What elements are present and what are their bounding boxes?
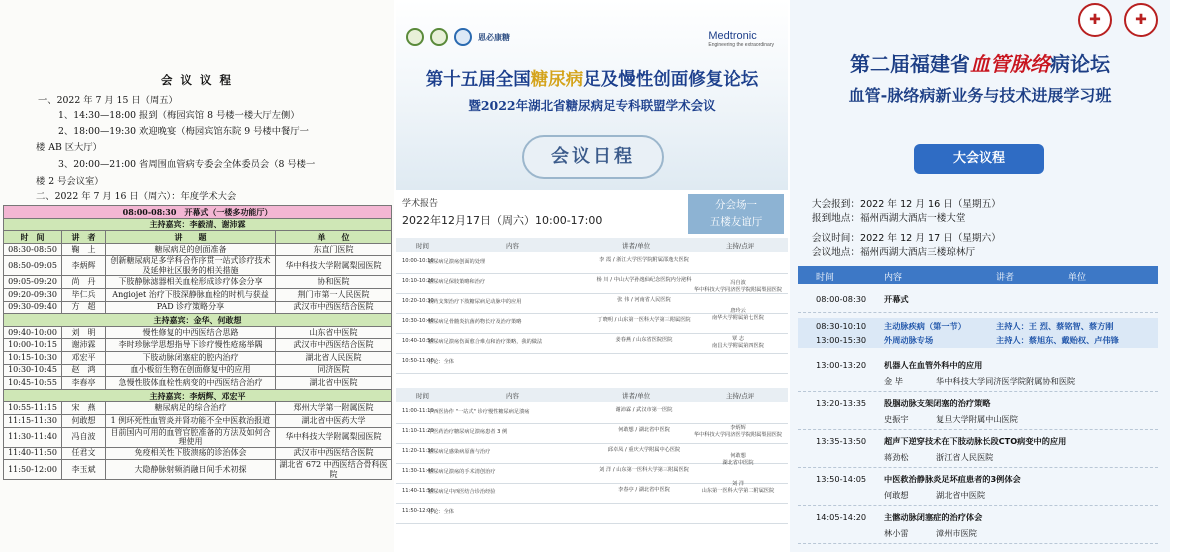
table-row	[4, 276, 392, 289]
row-speaker: 鞠 上	[62, 243, 106, 256]
col-unit: 单 位	[276, 231, 392, 244]
row-topic: 主髂动脉闭塞症的治疗体会	[884, 512, 983, 522]
col-speaker: 讲者	[996, 273, 1015, 283]
row-time: 11:30-11:40	[402, 468, 434, 474]
table-row	[4, 243, 392, 256]
table-header	[396, 388, 788, 402]
row-topic: 1 例环死性血管炎并肾功能不全中医救治报道	[106, 414, 276, 427]
row-time: 13:50-14:05	[816, 474, 867, 484]
organizer-logo-icon	[454, 28, 472, 46]
row-unit: 浙江省人民医院	[936, 452, 994, 462]
row-time: 10:45-10:55	[4, 377, 62, 390]
row-topic: 李时珍脉学思想指导下诊疗慢性疮疡举隅	[106, 339, 276, 352]
row-speaker: 谢沛霖	[62, 339, 106, 352]
table-row	[4, 288, 392, 301]
agenda-pill: 大会议程	[914, 144, 1044, 174]
host-column	[692, 425, 784, 495]
agenda-panel-hubei-july	[0, 0, 394, 552]
row-time: 09:20-09:30	[4, 288, 62, 301]
agenda-panel-fujian	[790, 0, 1170, 552]
table-row	[4, 402, 392, 415]
host-unit: 山东第一医科大学第二附属医院	[701, 488, 775, 494]
agenda-line: 二、2022 年 7 月 16 日（周六）：年度学术大会	[36, 191, 237, 202]
host-unit: 南昌大学附属第四医院	[712, 343, 764, 349]
row-time: 10:50-11:00	[402, 358, 434, 364]
divider	[798, 505, 1158, 506]
session-label: 学术报告	[402, 199, 439, 209]
opening-row: 08:00-08:30 开幕式（一楼多功能厅）	[4, 206, 392, 219]
row-topic: 血小板衍生物在创面修复中的应用	[106, 364, 276, 377]
row-content: 糖尿病足中西医结合诊治经验	[428, 489, 496, 495]
row-unit: 武汉市中西医结合医院	[276, 301, 392, 314]
row-content: 讨论：全体	[428, 359, 454, 365]
row-time: 13:00-13:20	[816, 360, 867, 370]
row-unit: 复旦大学附属中山医院	[936, 414, 1018, 424]
host-column	[692, 280, 784, 350]
row-time: 11:30-11:40	[4, 427, 62, 447]
title-part: 病论坛	[1050, 52, 1110, 76]
row-speaker: 林小雷	[884, 528, 909, 538]
row-speaker: 刘 明	[62, 326, 106, 339]
row-topic: 机器人在血管外科中的应用	[884, 360, 983, 370]
host-row: 主持嘉宾：金华、何敢想	[4, 314, 392, 327]
row-speaker: 何敢想 / 湖北省中医院	[618, 427, 670, 433]
divider	[798, 429, 1158, 430]
row-time: 11:50-12:00	[4, 460, 62, 480]
row-speaker: 方 超	[62, 301, 106, 314]
row-topic: 糖尿病足的综合治疗	[106, 402, 276, 415]
table-row	[396, 504, 788, 524]
row-speaker: 何敢想	[62, 414, 106, 427]
row-speaker: 邓宏平	[62, 351, 106, 364]
table-header	[396, 238, 788, 252]
row-speaker: 冯自波	[62, 427, 106, 447]
row-time: 09:40-10:00	[4, 326, 62, 339]
row-speaker: 姜春燕 / 山东省医院医院	[615, 337, 673, 343]
row-speaker: 赵 鸿	[62, 364, 106, 377]
host-name: 唐玲云	[730, 308, 746, 314]
row-time: 10:00-10:15	[4, 339, 62, 352]
forum-subtitle: 暨2022年湖北省糖尿病足专科联盟学术会议	[468, 98, 716, 113]
info-line: 会议地点：福州西湖大酒店三楼琼林厅	[812, 247, 976, 258]
title-part: 足及慢性创面修复论坛	[583, 70, 759, 90]
host-name: 李炳辉	[730, 425, 746, 431]
info-line: 大会报到：2022 年 12 月 16 日（星期五）	[812, 199, 1001, 210]
venue-line: 五楼友谊厅	[709, 216, 763, 228]
row-time: 11:40-11:50	[402, 488, 434, 494]
host-name: 何敢想	[730, 453, 746, 459]
row-time: 08:50-09:05	[4, 256, 62, 276]
row-time: 10:15-10:30	[4, 351, 62, 364]
row-unit: 湖北省中医药大学	[276, 414, 392, 427]
table-row	[4, 339, 392, 352]
table-row	[4, 301, 392, 314]
row-speaker: 邱卓凤 / 重庆大学附属中心医院	[607, 447, 681, 453]
row-content: 中医药治疗糖尿病足溃疡患者 3 例	[428, 429, 508, 435]
row-topic: 大隐静脉射频消融日间手术初探	[106, 460, 276, 480]
session-date: 2022年12月17日（周六）10:00-17:00	[402, 214, 603, 227]
row-label: 主动脉疾病（第一节）	[884, 321, 966, 331]
row-unit: 湖北省中医院	[936, 490, 986, 500]
agenda-line: 3、20:00—21:00 省周围血管病专委会全体委员会（8 号楼一	[58, 159, 316, 170]
row-speaker: 蒋劲松	[884, 452, 909, 462]
row-speaker: 李 霞 / 浙江大学医学院附属邵逸夫医院	[599, 257, 689, 263]
logo-text: 恩必康糖	[478, 32, 510, 42]
forum-title	[396, 66, 788, 91]
row-topic: 股腘动脉支架闭塞的治疗策略	[884, 398, 991, 408]
row-time: 08:30-08:50	[4, 243, 62, 256]
row-topic: 目前国内可用的血管官腔准备的方法及如何合理使用	[106, 427, 276, 447]
col-time: 时间	[816, 273, 835, 283]
row-speaker: 李炳辉	[62, 256, 106, 276]
col-speaker: 讲者/单位	[622, 242, 651, 250]
row-content: 糖尿病足保肢策略和治疗	[428, 279, 486, 285]
table-header	[4, 231, 392, 244]
row-time: 11:50-12:00	[402, 508, 434, 514]
col-speaker: 讲者/单位	[622, 392, 651, 400]
row-time: 13:20-13:35	[816, 398, 867, 408]
col-time: 时 间	[4, 231, 62, 244]
table-row	[4, 351, 392, 364]
row-speaker: 史振宇	[884, 414, 909, 424]
sponsor-logo	[708, 30, 774, 48]
table-row	[4, 447, 392, 460]
row-speaker: 何敢想	[884, 490, 909, 500]
row-topic: 慢性修复的中西医结合思路	[106, 326, 276, 339]
row-topic: PAD 诊疗策略分享	[106, 301, 276, 314]
row-content: 糖尿病足溃疡伤面愈合难点和治疗策略，我的做法	[428, 339, 543, 345]
row-topic: Angiojet 治疗下肢深静脉血栓的时机与获益	[106, 288, 276, 301]
table-row	[396, 404, 788, 424]
divider	[798, 467, 1158, 468]
forum-title	[790, 48, 1170, 77]
host-name: 覃 志	[731, 336, 745, 342]
row-time: 10:30-10:40	[402, 318, 434, 324]
agenda-line: 一、2022 年 7 月 15 日（周五）	[38, 95, 178, 106]
table-row	[4, 326, 392, 339]
row-time: 10:30-10:45	[4, 364, 62, 377]
host-unit: 华中科技大学同济医学院附属梨园医院	[693, 287, 783, 293]
host-row: 主持嘉宾：李炳辉、邓宏平	[4, 389, 392, 402]
row-unit: 荆门市第一人民医院	[276, 288, 392, 301]
row-topic: 糖尿病足的创面准备	[106, 243, 276, 256]
col-speaker: 讲 者	[62, 231, 106, 244]
table-header	[798, 266, 1158, 284]
title-highlight: 糖尿病	[530, 70, 584, 90]
table-row	[4, 414, 392, 427]
row-unit: 东直门医院	[276, 243, 392, 256]
col-content: 内容	[506, 242, 519, 250]
row-topic: 免疫相关性下肢溃疡的诊治体会	[106, 447, 276, 460]
divider	[798, 391, 1158, 392]
row-topic: 急慢性肢体血栓性病变的中西医结合治疗	[106, 377, 276, 390]
row-unit: 武汉市中西医结合医院	[276, 339, 392, 352]
row-unit: 同济医院	[276, 364, 392, 377]
venue-box	[688, 194, 784, 234]
row-time: 11:10-11:20	[402, 428, 434, 434]
row-unit: 郑州大学第一附属医院	[276, 402, 392, 415]
row-speaker: 李春亭 / 湖北省中医院	[618, 487, 670, 493]
organizer-logos	[406, 28, 510, 46]
table-row	[4, 377, 392, 390]
row-time: 08:00-08:30	[816, 294, 867, 304]
organizer-logo-icon	[406, 28, 424, 46]
row-time: 09:30-09:40	[4, 301, 62, 314]
col-content: 内容	[506, 392, 519, 400]
association-emblem-icon: ✚	[1124, 3, 1158, 37]
row-time: 11:15-11:30	[4, 414, 62, 427]
table-row	[396, 254, 788, 274]
row-content: 糖尿病足溃疡的手术清创治疗	[428, 469, 496, 475]
host-unit: 华中科技大学同济医学院附属梨园医院	[693, 432, 783, 438]
row-speaker: 金 毕	[884, 376, 903, 386]
row-speaker: 任君文	[62, 447, 106, 460]
row-time: 11:00-11:10	[402, 408, 434, 414]
agenda-title: 会 议 议 程	[160, 73, 233, 87]
row-time: 10:10-10:20	[402, 278, 434, 284]
col-time: 时间	[416, 242, 429, 250]
col-unit: 单位	[1068, 273, 1087, 283]
row-label: 外周动脉专场	[884, 335, 934, 345]
row-time: 08:30-10:10	[816, 321, 867, 331]
row-content: 糖尿病足溃疡创面的处理	[428, 259, 486, 265]
hospital-emblem-icon: ✚	[1078, 3, 1112, 37]
row-unit: 华中科技大学同济医学院附属协和医院	[936, 376, 1076, 386]
venue-line: 分会场一	[715, 199, 757, 211]
divider	[798, 543, 1158, 544]
agenda-line: 1、14:30—18:00 报到（梅园宾馆 8 号楼一楼大厅左侧）	[58, 110, 300, 121]
table-row	[4, 364, 392, 377]
title-part: 第十五届全国	[425, 70, 531, 90]
row-topic: 创新糖尿病足多学科合作序贯一站式诊疗技术及延伸社区服务的相关措施	[106, 256, 276, 276]
host-name: 冯自波	[730, 280, 746, 286]
row-time: 14:05-14:20	[816, 512, 867, 522]
info-line: 报到地点：福州西湖大酒店一楼大堂	[812, 213, 966, 224]
agenda-panel-diabetic-foot	[396, 0, 788, 552]
row-unit: 山东省中医院	[276, 326, 392, 339]
divider	[798, 312, 1158, 313]
row-host: 主持人：王 烈、蔡铭智、蔡方刚	[996, 321, 1114, 331]
col-host: 主持/点评	[726, 392, 755, 400]
row-time: 11:40-11:50	[4, 447, 62, 460]
row-speaker: 李玉斌	[62, 460, 106, 480]
col-host: 主持/点评	[726, 242, 755, 250]
row-content: 中西医协作 "一站式" 诊疗慢性糖尿病足溃疡	[428, 409, 530, 415]
row-label: 开幕式	[884, 294, 909, 304]
row-speaker: 丁晓明 / 山东第一医科大学第三附属医院	[597, 317, 691, 323]
forum-subtitle: 血管-脉络病新业务与技术进展学习班	[848, 86, 1112, 105]
row-unit: 武汉市中西医结合医院	[276, 447, 392, 460]
col-time: 时间	[416, 392, 429, 400]
col-topic: 讲 题	[106, 231, 276, 244]
row-time: 10:55-11:15	[4, 402, 62, 415]
table-row	[4, 427, 392, 447]
row-speaker: 刘 洋 / 山东第一医科大学第三附属医院	[599, 467, 689, 473]
host-unit: 南华大学附属第七医院	[712, 315, 764, 321]
row-time: 10:20-10:30	[402, 298, 434, 304]
row-speaker: 宋 燕	[62, 402, 106, 415]
row-speaker: 毕仁兵	[62, 288, 106, 301]
row-content: 糖尿病足感染病原菌与治疗	[428, 449, 491, 455]
agenda-line: 楼 2 号会议室）	[36, 176, 104, 187]
schedule-table	[3, 205, 392, 480]
row-time: 10:40-10:50	[402, 338, 434, 344]
row-unit: 华中科技大学附属梨园医院	[276, 256, 392, 276]
row-topic: 中医救治静脉炎足坏疽患者的3例体会	[884, 474, 1021, 484]
agenda-line: 楼 AB 区大厅）	[36, 142, 102, 153]
table-row	[4, 256, 392, 276]
row-unit: 湖北省中医院	[276, 377, 392, 390]
col-content: 内容	[884, 273, 903, 283]
host-name: 刘 洋	[731, 481, 745, 487]
info-line: 会议时间：2022 年 12 月 17 日（星期六）	[812, 233, 1001, 244]
row-topic: 下肢静脉滤器相关血栓形成诊疗体会分享	[106, 276, 276, 289]
schedule-badge: 会议日程	[522, 135, 664, 179]
title-part: 第二届福建省	[850, 52, 970, 76]
host-unit: 湖北省中医院	[722, 460, 754, 466]
row-topic: 超声下逆穿技术在下肢动脉长段CTO病变中的应用	[884, 436, 1067, 446]
row-speaker: 张 伟 / 河南省人民医院	[617, 297, 671, 303]
row-content: 载药支架治疗下肢糖尿病足动脉中的应用	[428, 299, 522, 305]
agenda-line: 2、18:00—19:30 欢迎晚宴（梅园宾馆东院 9 号楼中餐厅一	[58, 126, 309, 137]
row-time: 13:00-15:30	[816, 335, 867, 345]
row-topic: 下肢动脉闭塞症的腔内治疗	[106, 351, 276, 364]
title-highlight: 血管脉络	[970, 52, 1050, 76]
sponsor-tagline: Engineering the extraordinary	[708, 42, 774, 48]
row-unit: 华中科技大学附属梨园医院	[276, 427, 392, 447]
row-content: 糖尿病足骨髓炎抗菌药物长疗及治疗策略	[428, 319, 522, 325]
row-unit: 湖北省人民医院	[276, 351, 392, 364]
table-row	[396, 354, 788, 374]
table-row	[4, 460, 392, 480]
sponsor-name: Medtronic	[708, 30, 757, 42]
row-speaker: 尚 丹	[62, 276, 106, 289]
row-host: 主持人：蔡旭东、戴贻权、卢伟锋	[996, 335, 1119, 345]
row-time: 10:00-10:10	[402, 258, 434, 264]
row-unit: 湖北省 672 中西医结合骨科医院	[276, 460, 392, 480]
row-unit: 漳州市医院	[936, 528, 977, 538]
host-row: 主持嘉宾：李毅清、谢沛霖	[4, 218, 392, 231]
row-time: 13:35-13:50	[816, 436, 867, 446]
row-speaker: 杨 川 / 中山大学孙逸仙纪念医院内分泌科	[596, 277, 692, 283]
row-time: 11:20-11:30	[402, 448, 434, 454]
row-time: 09:05-09:20	[4, 276, 62, 289]
row-speaker: 谢沛霖 / 武汉市第一医院	[615, 407, 673, 413]
row-speaker: 李春亭	[62, 377, 106, 390]
row-unit: 协和医院	[276, 276, 392, 289]
row-content: 讨论：全体	[428, 509, 454, 515]
organizer-logo-icon	[430, 28, 448, 46]
